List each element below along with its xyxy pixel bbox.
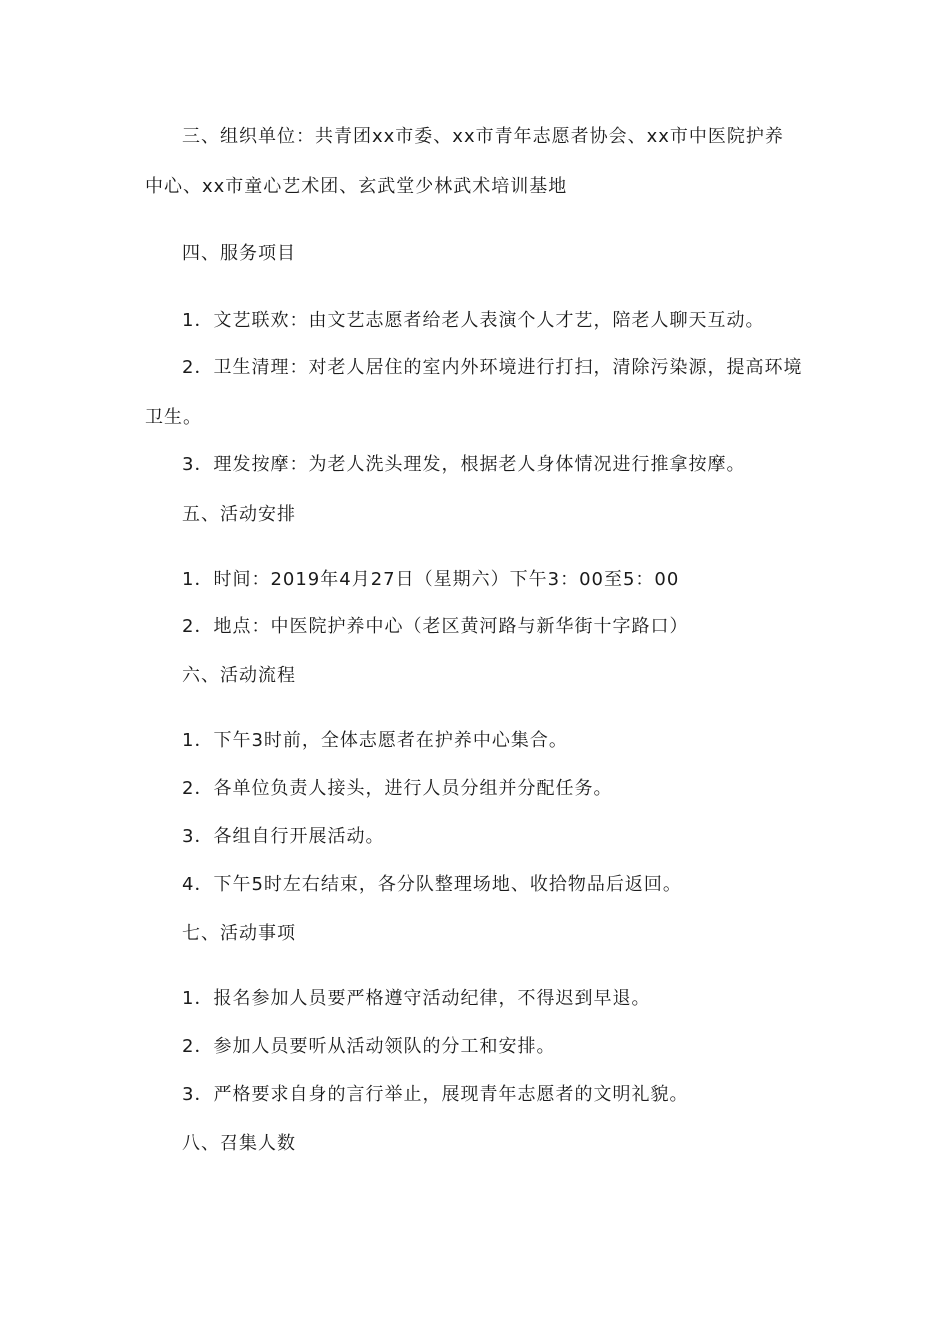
section-4-heading: 四、服务项目 bbox=[182, 243, 296, 264]
section-7-heading: 七、活动事项 bbox=[182, 923, 296, 944]
section-3-line-2: 中心、xx市童心艺术团、玄武堂少林武术培训基地 bbox=[145, 176, 568, 197]
section-7-item-2: 2．参加人员要听从活动领队的分工和安排。 bbox=[182, 1036, 556, 1057]
section-6-item-4: 4．下午5时左右结束，各分队整理场地、收拾物品后返回。 bbox=[182, 874, 682, 895]
section-3-line-1: 三、组织单位：共青团xx市委、xx市青年志愿者协会、xx市中医院护养 bbox=[182, 126, 784, 147]
section-6-item-1: 1．下午3时前，全体志愿者在护养中心集合。 bbox=[182, 730, 568, 751]
section-4-item-3: 3．理发按摩：为老人洗头理发，根据老人身体情况进行推拿按摩。 bbox=[182, 454, 746, 475]
section-7-item-3: 3．严格要求自身的言行举止，展现青年志愿者的文明礼貌。 bbox=[182, 1084, 689, 1105]
section-5-item-1: 1．时间：2019年4月27日（星期六）下午3：00至5：00 bbox=[182, 569, 680, 590]
section-4-item-1: 1．文艺联欢：由文艺志愿者给老人表演个人才艺，陪老人聊天互动。 bbox=[182, 310, 765, 331]
section-7-item-1: 1．报名参加人员要严格遵守活动纪律，不得迟到早退。 bbox=[182, 988, 651, 1009]
section-6-item-3: 3．各组自行开展活动。 bbox=[182, 826, 385, 847]
section-5-heading: 五、活动安排 bbox=[182, 504, 296, 525]
section-4-item-2-line-2: 卫生。 bbox=[145, 407, 202, 428]
section-4-item-2-line-1: 2．卫生清理：对老人居住的室内外环境进行打扫，清除污染源，提高环境 bbox=[182, 357, 803, 378]
section-6-heading: 六、活动流程 bbox=[182, 665, 296, 686]
section-8-heading: 八、召集人数 bbox=[182, 1133, 296, 1154]
section-6-item-2: 2．各单位负责人接头，进行人员分组并分配任务。 bbox=[182, 778, 613, 799]
section-5-item-2: 2．地点：中医院护养中心（老区黄河路与新华街十字路口） bbox=[182, 616, 689, 637]
